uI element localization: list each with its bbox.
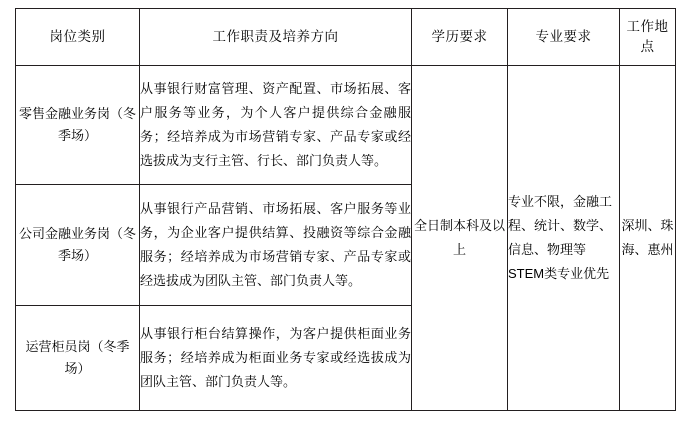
job-positions-table [15, 8, 676, 411]
column-header-duty: 工作职责及培养方向 [140, 9, 412, 66]
cell-duty: 从事银行柜台结算操作，为客户提供柜面业务服务；经培养成为柜面业务专家或经选拔成为团队主管、部门负责人等。 [140, 306, 412, 411]
cell-education: 全日制本科及以上 [412, 66, 508, 411]
cell-category: 公司金融业务岗（冬季场） [16, 185, 140, 306]
cell-category: 运营柜员岗（冬季场） [16, 306, 140, 411]
document-page [0, 8, 689, 437]
cell-duty: 从事银行产品营销、市场拓展、客户服务等业务，为企业客户提供结算、投融资等综合金融服务；经培养成为市场营销专家、产品专家或经选拔成为团队主管、部门负责人等。 [140, 185, 412, 306]
cell-duty: 从事银行财富管理、资产配置、市场拓展、客户服务等业务，为个人客户提供综合金融服务；经培养成为市场营销专家、产品专家或经选拔成为支行主管、行长、部门负责人等。 [140, 66, 412, 185]
table-row [16, 66, 676, 185]
table-body [16, 66, 676, 411]
column-header-category: 岗位类别 [16, 9, 140, 66]
column-header-location: 工作地点 [620, 9, 676, 66]
column-header-major: 专业要求 [508, 9, 620, 66]
cell-location: 深圳、珠海、惠州 [620, 66, 676, 411]
table-header [16, 9, 676, 66]
cell-category: 零售金融业务岗（冬季场） [16, 66, 140, 185]
table-header-row [16, 9, 676, 66]
cell-major: 专业不限，金融工程、统计、数学、信息、物理等STEM类专业优先 [508, 66, 620, 411]
column-header-education: 学历要求 [412, 9, 508, 66]
